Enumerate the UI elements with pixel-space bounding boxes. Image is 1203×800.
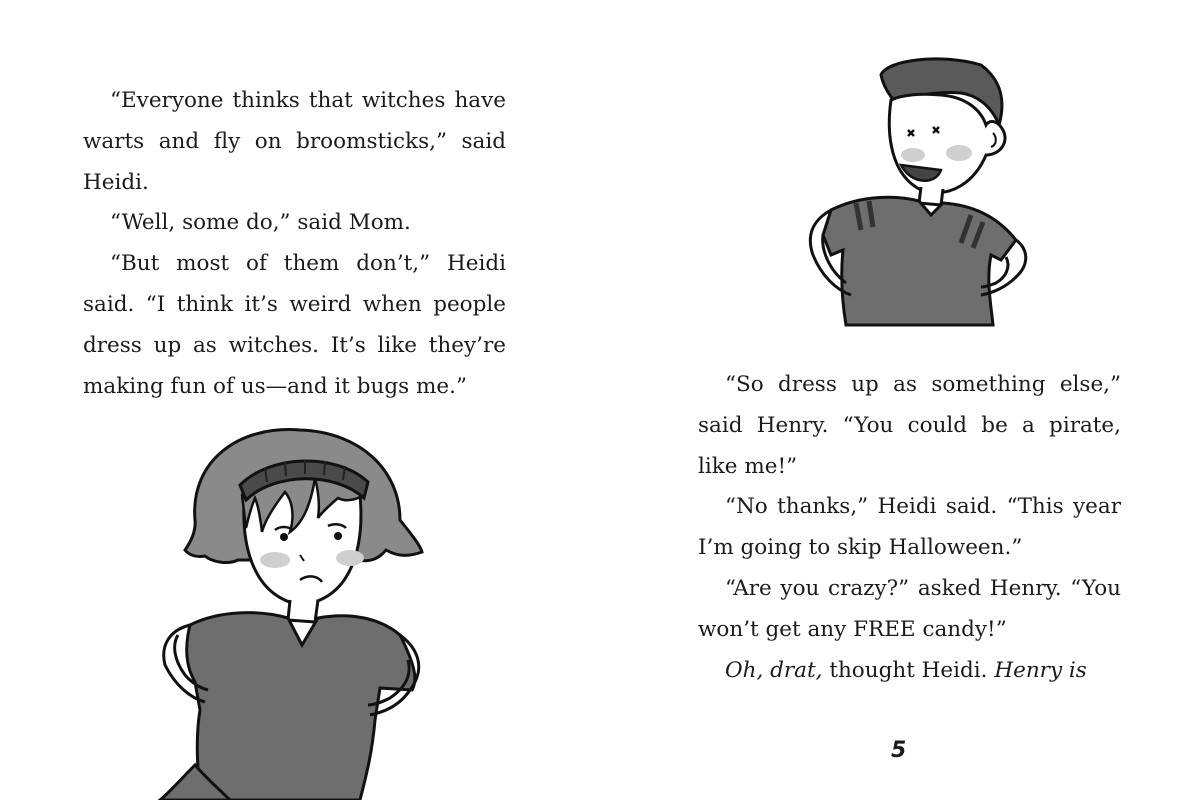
right-page bbox=[601, 0, 1203, 800]
heidi-illustration bbox=[150, 420, 440, 800]
henry-illustration bbox=[801, 55, 1031, 330]
right-page-text bbox=[698, 365, 1121, 691]
paragraph: “But most of them don’t,” Heidi said. “I think it’s weird when people dress up as witches. It’s like they’re making fun of us—and it bugs me.” bbox=[83, 251, 506, 399]
left-page bbox=[0, 0, 601, 800]
paragraph: “So dress up as something else,” said Henry. “You could be a pirate, like me!” bbox=[698, 372, 1121, 479]
page-number: 5 bbox=[891, 738, 907, 763]
paragraph: “Everyone thinks that witches have warts and fly on broomsticks,” said Heidi. bbox=[83, 88, 506, 195]
italic-text: Henry is bbox=[994, 657, 1087, 683]
roman-text: thought Heidi. bbox=[822, 657, 995, 683]
paragraph: “No thanks,” Heidi said. “This year I’m going to skip Halloween.” bbox=[698, 494, 1121, 561]
left-page-text bbox=[83, 81, 506, 407]
paragraph: “Well, some do,” said Mom. bbox=[110, 210, 411, 236]
paragraph bbox=[698, 651, 1121, 692]
italic-text: Oh, drat, bbox=[725, 657, 823, 683]
paragraph: “Are you crazy?” asked Henry. “You won’t get any FREE candy!” bbox=[698, 575, 1121, 642]
